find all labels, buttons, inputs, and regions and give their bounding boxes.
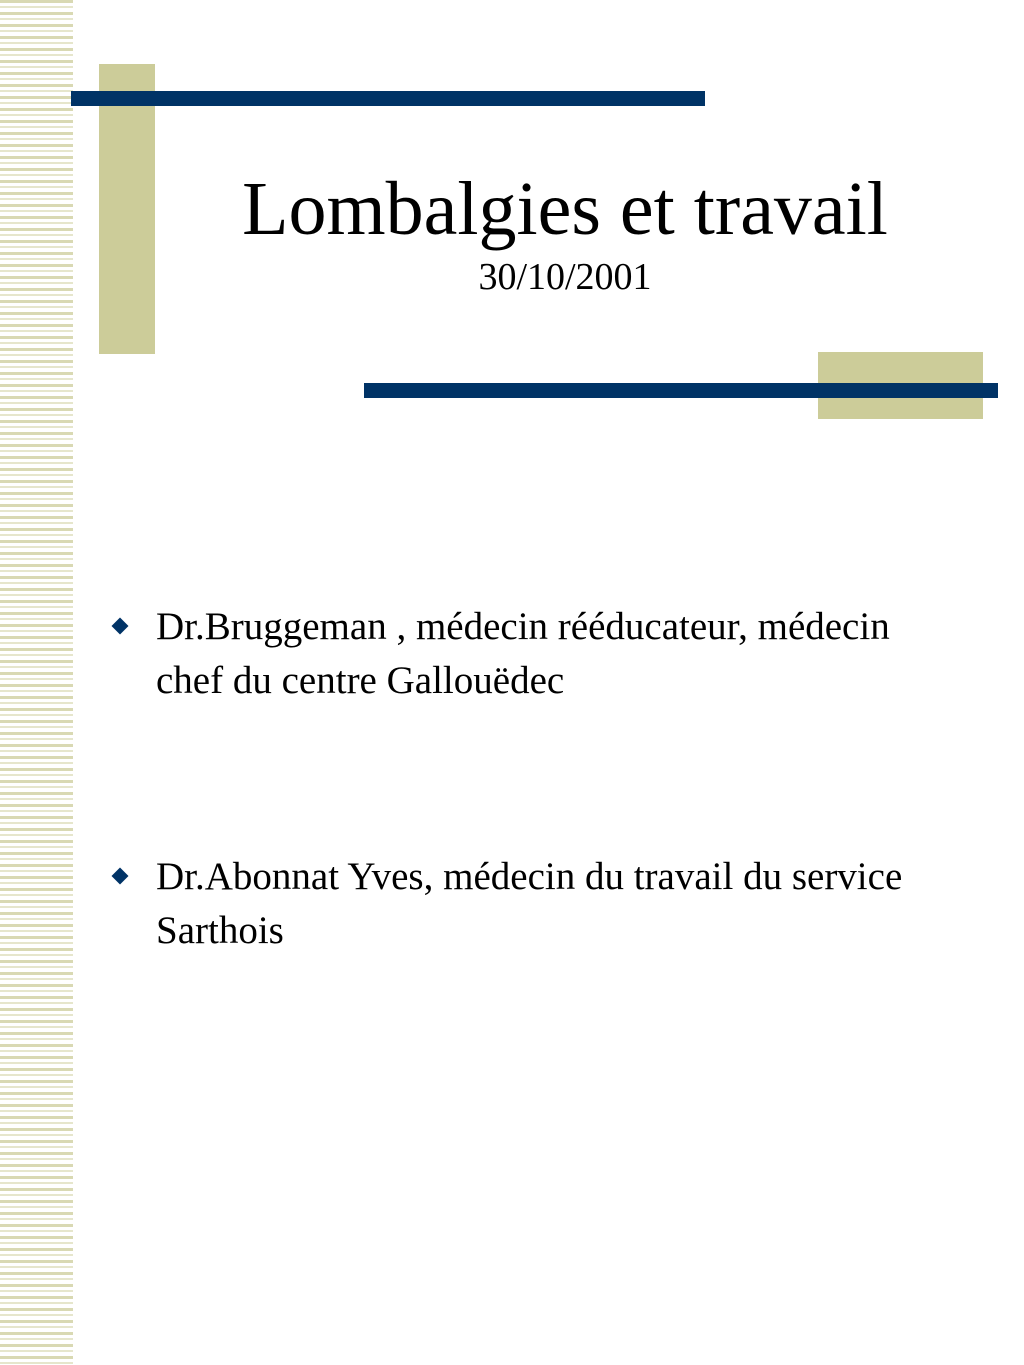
decorative-stripe-border [0,0,73,1365]
bullet-text: Dr.Abonnat Yves, médecin du travail du service Sarthois [156,855,903,952]
decorative-navy-bar-top [71,91,705,106]
decorative-navy-bar-bottom [364,383,998,398]
decorative-khaki-bar [99,64,155,354]
diamond-bullet-icon [112,618,129,635]
bullet-text: Dr.Bruggeman , médecin rééducateur, médecin chef du centre Gallouëdec [156,605,890,702]
diamond-bullet-icon [112,868,129,885]
slide-date: 30/10/2001 [478,256,652,298]
slide-title: Lombalgies et travail [242,167,888,251]
